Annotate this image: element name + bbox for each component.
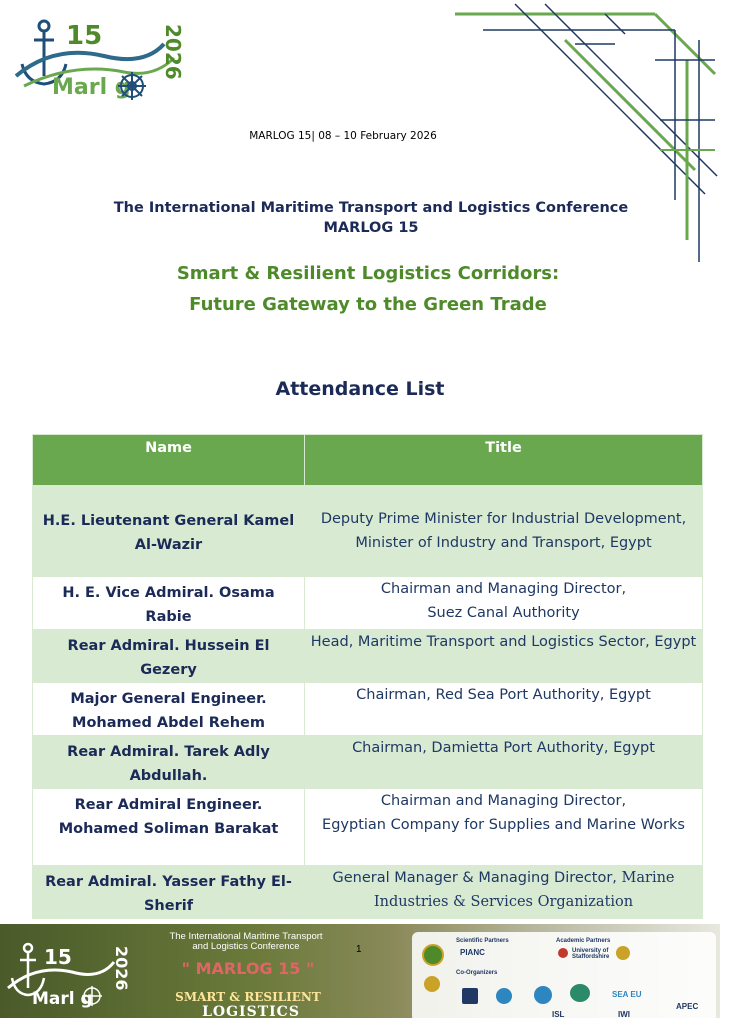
marlog-logo [14,14,196,106]
logo-number: 15 [66,21,103,51]
iwi-logo: IWI [618,1010,630,1019]
palm-logo-icon [570,984,590,1002]
footer-smart-resilient: SMART & RESILIENT [175,990,321,1004]
attendee-title-line1: Chairman and Managing Director, [380,793,627,809]
footer-logo-word: Marl g [32,989,93,1009]
co-organizers-label: Co-Organizers [456,970,498,976]
footer-logo-number: 15 [44,945,72,969]
page-title: Attendance List [275,378,445,400]
column-header-name: Name [33,435,305,486]
attendee-name: Rear Admiral. Yasser Fathy El-Sherif [33,866,305,919]
footer-banner [0,924,720,1036]
attendee-name: Rear Admiral. Hussein El Gezery [33,630,305,683]
logo-word: Marl g [52,75,131,100]
logo-year: 2026 [161,24,185,80]
attendee-title: Chairman, Damietta Port Authority, Egypt [305,736,703,789]
footer-conference-name [160,932,332,952]
footer-logistics-corridors: LOGISTICS CORRIDORS [196,1004,306,1036]
attendee-name: H.E. Lieutenant General Kamel Al-Wazir [33,486,305,577]
attendee-name: H. E. Vice Admiral. Osama Rabie [33,577,305,630]
column-header-title: Title [305,435,703,486]
footer-marlog-title: " MARLOG 15 " [181,959,315,978]
attendance-table [32,434,703,919]
anchor-icon [12,944,44,995]
attendee-name: Major General Engineer. Mohamed Abdel Rehem [33,683,305,736]
table-row [33,486,703,577]
conference-theme [0,258,736,320]
table-row [33,736,703,789]
attendee-title [305,789,703,866]
staffordshire-logo: University of Staffordshire [572,948,610,960]
table-row [33,630,703,683]
organizer-logo-icon [534,986,552,1004]
page-number: 1 [356,944,362,955]
crest-icon [616,946,630,960]
attendee-title: Chairman, Red Sea Port Authority, Egypt [305,683,703,736]
organizer-logo-icon [462,988,478,1004]
footer-logo-year: 2026 [112,946,131,991]
apec-logo: APEC [676,1002,699,1011]
table-row [33,866,703,919]
attendee-name: Rear Admiral Engineer. Mohamed Soliman Barakat [33,789,305,866]
table-row [33,789,703,866]
attendee-title-part2: Marine Industries & Services Organization [373,870,675,910]
attendee-title-line1: Chairman and Managing Director, [380,581,627,597]
attendee-title-part1: General Manager & Managing Director, [332,870,617,886]
theme-line2: Future Gateway to the Green Trade [189,294,547,315]
footer-marlog-logo [6,938,136,1014]
isl-logo: ISL [552,1010,565,1019]
academic-partners-label: Academic Partners [556,938,611,944]
conference-title-line1: The International Maritime Transport and Logistics Conference [113,200,629,216]
scientific-partners-label: Scientific Partners [456,938,509,944]
conference-title-line2: MARLOG 15 [323,220,419,236]
attendee-title [305,577,703,630]
footer-conference-line1: The International Maritime Transport [169,931,323,942]
attendee-title: Deputy Prime Minister for Industrial Development, Minister of Industry and Transport, Egypt [305,486,703,577]
organizer-logo-icon [496,988,512,1004]
event-dates: MARLOG 15| 08 – 10 February 2026 [249,130,437,142]
university-seal-icon [558,948,568,958]
theme-line1: Smart & Resilient Logistics Corridors: [176,263,560,284]
ship-wheel-icon [118,72,146,100]
attendee-name: Rear Admiral. Tarek Adly Abdullah. [33,736,305,789]
attendee-title [305,866,703,919]
footer-conference-line2: and Logistics Conference [192,941,300,952]
pianc-logo: PIANC [460,948,485,957]
sea-eu-logo: SEA EU [612,990,642,999]
seal-icon [424,976,440,992]
table-row [33,683,703,736]
arab-league-logo-icon [422,944,444,966]
attendee-title-line2: Suez Canal Authority [427,605,580,621]
conference-title [0,198,742,238]
table-header-row [33,435,703,486]
partners-panel [412,932,716,1022]
attendee-title-line2: Egyptian Company for Supplies and Marine Works [322,817,685,833]
attendee-title: Head, Maritime Transport and Logistics Sector, Egypt [305,630,703,683]
table-row [33,577,703,630]
